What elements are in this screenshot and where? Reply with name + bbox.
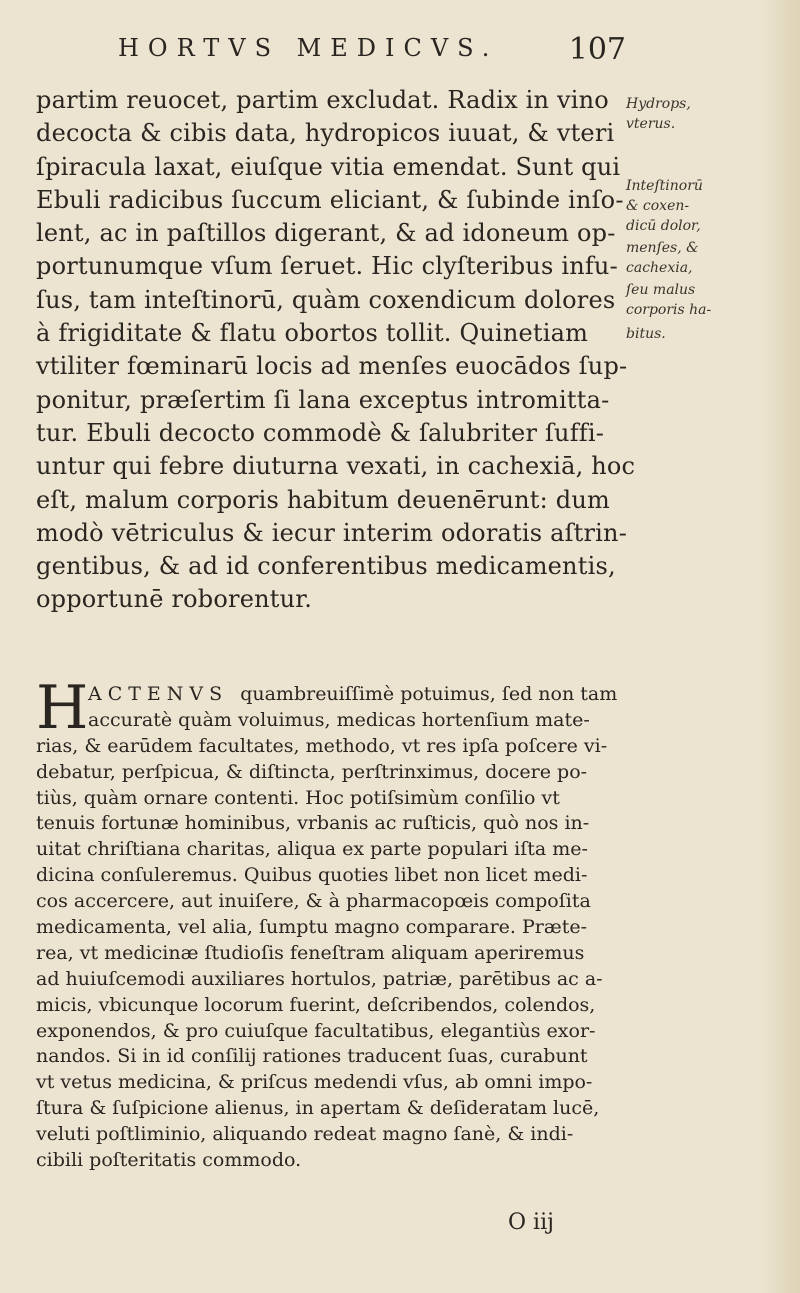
text-line: exponendos, & pro cuiuſque facultatibus, elegantiùs exor- <box>36 1019 596 1042</box>
text-line: medicamenta, vel alia, ſumptu magno comparare. Præte- <box>36 916 587 939</box>
margin-note: cachexia, <box>626 260 693 276</box>
text-line: opportunē roborentur. <box>36 585 313 614</box>
text-line: cibili poſteritatis commodo. <box>36 1149 302 1172</box>
margin-note: corporis ha- <box>626 302 712 318</box>
running-header <box>118 34 638 74</box>
text-line: rea, vt medicinæ ſtudioſis feneſtram aliquam aperiremus <box>36 941 585 964</box>
text-line: Ebuli radicibus ſuccum eliciant, & ſubinde inſo- <box>36 185 624 214</box>
page-number: 107 <box>568 32 626 67</box>
opening-word: ACTENVS <box>88 683 241 705</box>
text-line: ſpiracula laxat, eiuſque vitia emendat. Sunt qui <box>36 152 621 181</box>
text-line: tur. Ebuli decocto commodè & ſalubriter ſuffi- <box>36 418 605 447</box>
margin-note: menſes, & <box>626 240 699 256</box>
margin-note: & coxen- <box>626 198 690 214</box>
text-line: micis, vbicunque locorum fuerint, deſcribendos, colendos, <box>36 993 596 1016</box>
signature-mark: O iij <box>508 1210 554 1235</box>
text-line: decocta & cibis data, hydropicos iuuat, & vteri <box>36 119 615 148</box>
text-line: eſt, malum corporis habitum deuenērunt: dum <box>36 485 610 514</box>
text-line: uitat chriſtiana charitas, aliqua ex parte populari iſta me- <box>36 838 588 861</box>
second-paragraph <box>36 673 636 1174</box>
text-line: nandos. Si in id conſilij rationes traducent ſuas, curabunt <box>36 1045 588 1068</box>
text-line: gentibus, & ad id conferentibus medicamentis, <box>36 552 616 581</box>
text-line: veluti poſtliminio, aliquando redeat magno ſanè, & indi- <box>36 1123 574 1146</box>
text-line: tiùs, quàm ornare contenti. Hoc potiſsimùm conſilio vt <box>36 786 560 809</box>
margin-note: Inteſtinorū <box>626 178 703 194</box>
text-line: ſtura & ſuſpicione alienus, in apertam & deſideratam lucē, <box>36 1097 600 1120</box>
margin-note: vterus. <box>626 116 676 132</box>
text-line: vt vetus medicina, & priſcus medendi vſus, ab omni impo- <box>36 1071 593 1094</box>
text-line: debatur, perſpicua, & diſtincta, perſtrinximus, docere po- <box>36 760 588 783</box>
text-line: accuratè quàm voluimus, medicas hortenſium mate- <box>88 708 590 731</box>
drop-capital: H <box>36 673 89 743</box>
text-line: cos accercere, aut inuiſere, & à pharmacopœis compoſita <box>36 890 591 913</box>
text-line: untur qui febre diuturna vexati, in cachexiā, hoc <box>36 452 636 481</box>
text-line: tenuis fortunæ hominibus, vrbanis ac ruſticis, quò nos in- <box>36 812 590 835</box>
text-line: modò vētriculus & iecur interim odoratis aſtrin- <box>36 518 628 547</box>
margin-note: ſeu malus <box>626 282 696 298</box>
text-line: rias, & earūdem facultates, methodo, vt res ipſa poſcere vi- <box>36 734 608 757</box>
text-line: à frigiditate & flatu obortos tollit. Quinetiam <box>36 319 589 348</box>
text-line: ſus, tam inteſtinorū, quàm coxendicum dolores <box>36 285 616 314</box>
text-line: dicina conſuleremus. Quibus quoties libet non licet medi- <box>36 864 588 887</box>
text-line: ACTENVS quambreuiſſimè potuimus, ſed non tam <box>88 683 618 705</box>
margin-note: Hydrops, <box>626 96 691 112</box>
running-title: HORTVS MEDICVS. <box>118 34 499 62</box>
text-line: portunumque vſum ſeruet. Hic clyſteribus infu- <box>36 252 618 281</box>
text-line: lent, ac in paſtillos digerant, & ad idoneum op- <box>36 219 616 248</box>
margin-note: bitus. <box>626 326 666 342</box>
text-line: ponitur, præſertim ſi lana exceptus intromitta- <box>36 385 610 414</box>
text-line: ad huiuſcemodi auxiliares hortulos, patriæ, parētibus ac a- <box>36 967 603 990</box>
text-line: partim reuocet, partim excludat. Radix in vino <box>36 86 609 114</box>
text-line: vtiliter fœminarū locis ad menſes euocādos ſup- <box>36 352 628 381</box>
page-edge-shadow <box>760 0 800 1293</box>
first-paragraph <box>36 84 636 617</box>
margin-note: dicū dolor, <box>626 218 701 234</box>
